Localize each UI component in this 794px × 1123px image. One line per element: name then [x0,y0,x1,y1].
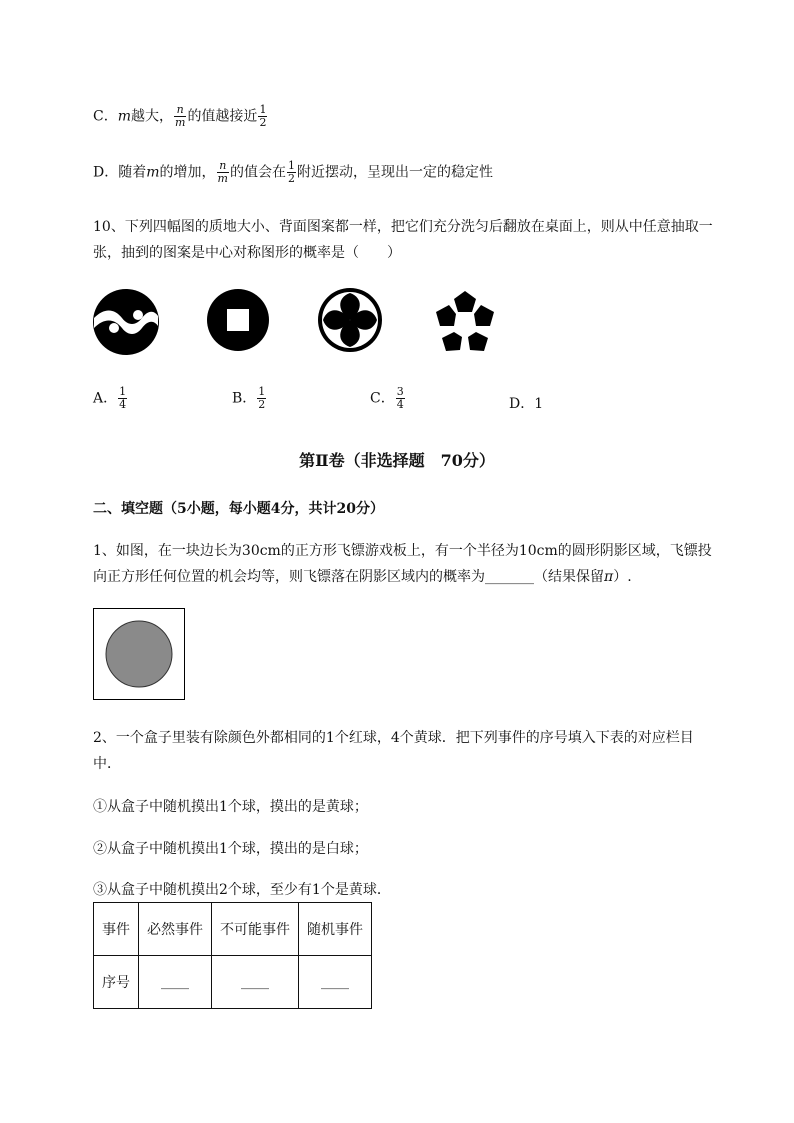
f2-line-2: 中． [93,756,121,772]
denominator: 2 [259,116,267,129]
numerator: 1 [259,103,267,116]
event-table [93,902,372,1009]
numerator: 1 [287,159,295,172]
numerator: 1 [258,385,266,398]
q10-option-a [93,386,128,411]
variable-m: m [146,164,160,181]
table-header: 不可能事件 [212,903,299,956]
q10-figure-flower [316,286,384,354]
f2-item-2: ②从盒子中随机摸出1个球，摸出的是白球； [93,841,368,857]
answer-blank: ____ [299,956,372,1009]
table-header-row [94,903,372,956]
text: 的值会在 [229,164,286,181]
option-label: C． [93,108,118,125]
section-2-title: 第Ⅱ卷（非选择题 70分） [299,451,495,470]
denominator: m [217,172,228,185]
q10-line-1: 10、下列四幅图的质地大小、背面图案都一样，把它们充分洗匀后翻放在桌面上，则从中任意抽取一 [93,219,713,235]
q10-figure-square-in-circle [206,288,270,352]
text: 越大， [131,108,173,125]
row-label: 序号 [94,956,139,1009]
fraction [118,386,127,411]
denominator: 4 [119,398,127,411]
f2-line-1: 2、一个盒子里装有除颜色外都相同的1个红球，4个黄球．把下列事件的序号填入下表的对应栏目 [93,730,694,746]
fraction [396,386,405,411]
q10-figure-waves [92,288,160,356]
q9-option-c [93,104,268,129]
numerator: 1 [119,385,127,398]
text: 的增加， [159,164,216,181]
option-label: A． [93,390,118,407]
fraction-one-half [258,104,267,129]
text: 向正方形任何位置的机会均等，则飞镖落在阴影区域内的概率为_______（结果保留 [93,569,604,585]
fraction-one-half [287,160,296,185]
q10-option-c [370,386,406,411]
pi-symbol: π [604,569,614,585]
f1-dartboard-figure [93,608,185,700]
fraction-n-over-m [217,160,229,185]
numerator: n [219,159,227,172]
table-header: 必然事件 [139,903,212,956]
fraction-n-over-m [174,104,186,129]
q10-figure-pentagons [432,288,498,354]
text: ）. [613,569,632,585]
answer-blank: ____ [212,956,299,1009]
variable-m: m [117,108,131,125]
f1-line-2 [93,566,632,586]
f2-item-3: ③从盒子中随机摸出2个球，至少有1个是黄球． [93,882,391,898]
q10-line-2: 张，抽到的图案是中心对称图形的概率是（ ） [93,245,401,261]
denominator: m [175,116,186,129]
text: 的值越接近 [187,108,258,125]
table-header: 事件 [94,903,139,956]
answer-blank: ____ [139,956,212,1009]
option-label: B． [232,390,257,407]
numerator: 3 [396,385,404,398]
denominator: 2 [258,398,266,411]
fill-in-heading: 二、填空题（5小题，每小题4分，共计20分） [93,501,384,517]
table-header: 随机事件 [299,903,372,956]
text: 附近摆动，呈现出一定的稳定性 [296,164,493,181]
option-label: D．随着 [93,164,147,181]
q9-option-d [93,160,493,185]
table-row [94,956,372,1009]
f2-item-1: ①从盒子中随机摸出1个球，摸出的是黄球； [93,799,368,815]
numerator: n [176,103,184,116]
f1-line-1: 1、如图，在一块边长为30cm的正方形飞镖游戏板上，有一个半径为10cm的圆形阴影区域，飞镖投 [93,543,712,559]
denominator: 4 [396,398,404,411]
denominator: 2 [287,172,295,185]
option-label: C． [370,390,395,407]
q10-option-b [232,386,267,411]
fraction [257,386,266,411]
q10-option-d: D．1 [509,396,544,412]
